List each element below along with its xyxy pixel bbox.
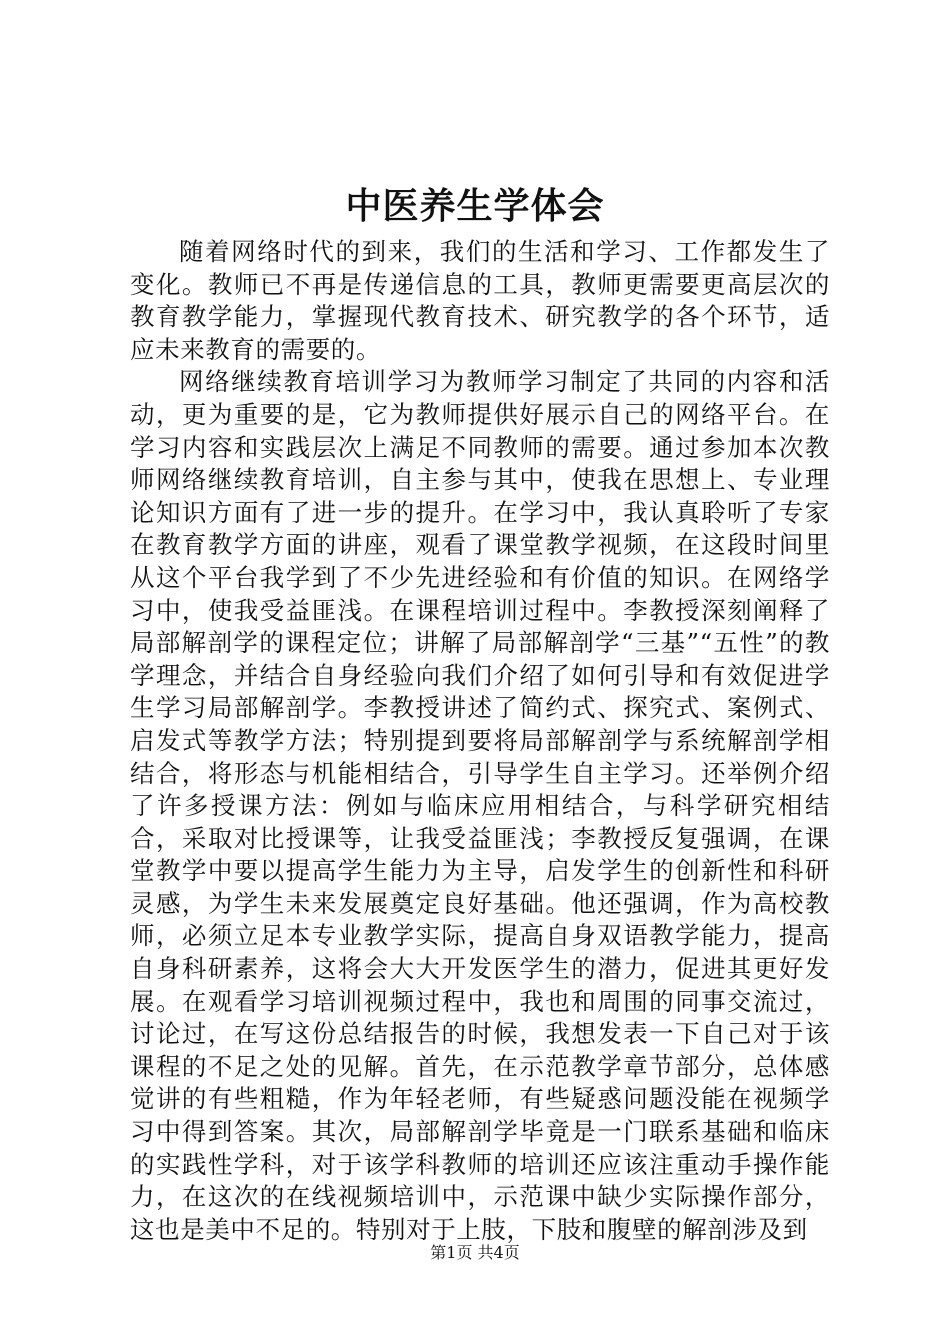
page-number-footer: 第1页 共4页 [430,1243,520,1262]
document-body [130,236,830,1246]
paragraph-2: 网络继续教育培训学习为教师学习制定了共同的内容和活动，更为重要的是，它为教师提供好展示自己的网络平台。在学习内容和实践层次上满足不同教师的需要。通过参加本次教师网络继续教育培训，自主参与其中，使我在思想上、专业理论知识方面有了进一步的提升。在学习中，我认真聆听了专家在教育教学方面的讲座，观看了课堂教学视频，在这段时间里从这个平台我学到了不少先进经验和有价值的知识。在网络学习中，使我受益匪浅。在课程培训过程中。李教授深刻阐释了局部解剖学的课程定位；讲解了局部解剖学“三基”“五性”的教学理念，并结合自身经验向我们介绍了如何引导和有效促进学生学习局部解剖学。李教授讲述了简约式、探究式、案例式、启发式等教学方法；特别提到要将局部解剖学与系统解剖学相结合，将形态与机能相结合，引导学生自主学习。还举例介绍了许多授课方法：例如与临床应用相结合，与科学研究相结合，采取对比授课等，让我受益匪浅；李教授反复强调，在课堂教学中要以提高学生能力为主导，启发学生的创新性和科研灵感，为学生未来发展奠定良好基础。他还强调，作为高校教师，必须立足本专业教学实际，提高自身双语教学能力，提高自身科研素养，这将会大大开发医学生的潜力，促进其更好发展。在观看学习培训视频过程中，我也和周围的同事交流过，讨论过，在写这份总结报告的时候，我想发表一下自己对于该课程的不足之处的见解。首先，在示范教学章节部分，总体感觉讲的有些粗糙，作为年轻老师，有些疑惑问题没能在视频学习中得到答案。其次，局部解剖学毕竟是一门联系基础和临床的实践性学科，对于该学科教师的培训还应该注重动手操作能力，在这次的在线视频培训中，示范课中缺少实际操作部分，这也是美中不足的。特别对于上肢，下肢和腹壁的解剖涉及到 [130,367,830,1244]
paragraph-1: 随着网络时代的到来，我们的生活和学习、工作都发生了变化。教师已不再是传递信息的工具，教师更需要更高层次的教育教学能力，掌握现代教育技术、研究教学的各个环节，适应未来教育的需要的。 [130,237,830,364]
document-title: 中医养生学体会 [345,185,605,227]
